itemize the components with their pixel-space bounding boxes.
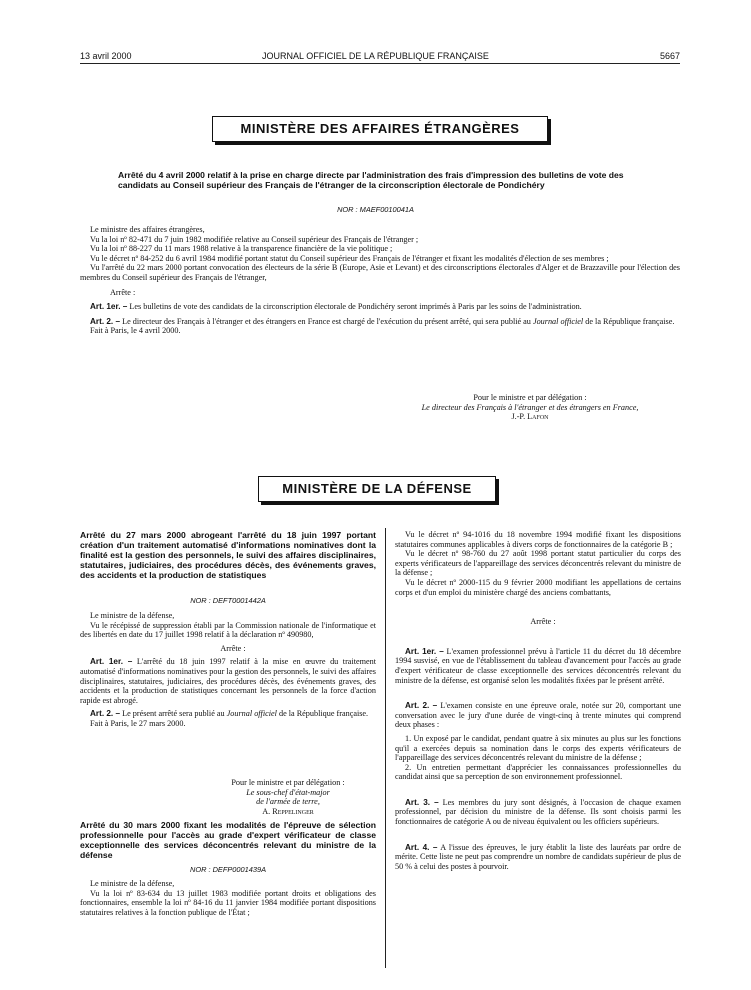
decree-title-abrogation: Arrêté du 27 mars 2000 abrogeant l'arrêté du 18 juin 1997 portant création d'un traitement automatisé d'informations nominatives dont la finalité est la gestion des personnels, le suivi des affaires disciplinaires, statutaires, judiciaires, des procédures décès, des événements graves, des accidents et la production de statistiques bbox=[80, 530, 376, 580]
arrete-label: Arrête : bbox=[110, 287, 136, 297]
paragraph: Vu le décret nº 2000-115 du 9 février 2000 modifiant les appellations de certains corps et d'un emploi du ministère chargé des anciens combattants, bbox=[395, 577, 681, 597]
article-2: Art. 2. – Le présent arrêté sera publié au Journal officiel de la République française. bbox=[90, 709, 369, 719]
header-journal-title: JOURNAL OFFICIEL DE LA RÉPUBLIQUE FRANÇAISE bbox=[262, 51, 489, 61]
paragraph: Vu la loi nº 88-227 du 11 mars 1988 relative à la transparence financière de la vie politique ; bbox=[90, 244, 393, 254]
header-page-number: 5667 bbox=[659, 51, 680, 61]
header-date: 13 avril 2000 bbox=[80, 51, 132, 61]
arrete-label: Arrête : bbox=[220, 643, 246, 653]
paragraph: Vu l'arrêté du 22 mars 2000 portant convocation des électeurs de la série B (Europe, Asie et Levant) et des circonscriptions électorales d'Alger et de Brazzaville pour l'élection des membres du Conseil supérieur des Français de l'étranger, bbox=[80, 263, 680, 282]
article-2-item-2: 2. Un entretien permettant d'apprécier les connaissances professionnelles du candidat ainsi que sa perception de son environnement professionnel. bbox=[395, 762, 681, 782]
paragraph: Le ministre de la défense, bbox=[90, 611, 175, 620]
decree-body-abrogation bbox=[80, 611, 376, 729]
done-at: Fait à Paris, le 4 avril 2000. bbox=[90, 326, 181, 336]
paragraph: Vu le récépissé de suppression établi par la Commission nationale de l'informatique et des libertés en date du 17 juillet 1998 relatif à la déclaration nº 490980, bbox=[80, 620, 376, 640]
signature-block-pondichery: Pour le ministre et par délégation : Le directeur des Français à l'étranger et des étrangers en France, J.-P. Lafon bbox=[421, 393, 639, 422]
decree-title-pondichery: Arrêté du 4 avril 2000 relatif à la prise en charge directe par l'administration des frais d'impression des bulletins de vote des candidats au Conseil supérieur des Français de l'étranger de la circonscription électorale de Pondichéry bbox=[118, 170, 624, 190]
article-1: Art. 1er. – L'examen professionnel prévu à l'article 11 du décret du 18 décembre 1994 susvisé, en vue de l'établissement du tableau d'avancement pour l'accès au grade d'expert vérificateur de classe exceptionnelle des services déconcentrés relevant du ministre de la défense, est organisé selon les modalités fixées par le présent arrêté. bbox=[395, 646, 681, 685]
paragraph: Le ministre de la défense, bbox=[90, 879, 175, 888]
paragraph: Vu la loi nº 82-471 du 7 juin 1982 modifiée relative au Conseil supérieur des Français de l'étranger ; bbox=[90, 234, 419, 244]
paragraph: Vu le décret nº 84-252 du 6 avril 1984 modifié portant statut du Conseil supérieur des Français de l'étranger et fixant les modalités d'élection de ses membres ; bbox=[90, 253, 609, 263]
decree-nor-pondichery: NOR : MAEF0010041A bbox=[337, 205, 414, 214]
decree-body-pondichery bbox=[80, 225, 680, 336]
article-2: Art. 2. – L'examen consiste en une épreuve orale, notée sur 20, comportant une conversation avec le jury d'une durée de vingt-cinq à trente minutes qui comprend deux phases : bbox=[395, 701, 681, 730]
done-at: Fait à Paris, le 27 mars 2000. bbox=[90, 718, 186, 728]
article-3: Art. 3. – Les membres du jury sont désignés, à l'occasion de chaque examen professionnel, par décision du ministre de la défense. Ils sont choisis parmi les fonctionnaires de catégorie A ou de niveau équivalent ou les officiers supérieurs. bbox=[395, 797, 681, 827]
decree-body-selection-left bbox=[80, 879, 376, 917]
signature-block-abrogation: Pour le ministre et par délégation : Le sous-chef d'état-major de l'armée de terre, A. Reppelinger bbox=[231, 778, 345, 816]
decree-title-selection: Arrêté du 30 mars 2000 fixant les modalités de l'épreuve de sélection professionnelle pour l'accès au grade d'expert vérificateur de classe exceptionnelle des services déconcentrés relevant du ministre de la défense bbox=[80, 820, 376, 860]
paragraph: Vu la loi nº 83-634 du 13 juillet 1983 modifiée portant droits et obligations des fonctionnaires, ensemble la loi nº 84-16 du 11 janvier 1984 modifiée portant dispositions statutaires relatives à la fonction publique de l'État ; bbox=[80, 888, 376, 917]
article-1: Art. 1er. – Les bulletins de vote des candidats de la circonscription électorale de Pondichéry seront imprimés à Paris par les soins de l'administration. bbox=[90, 302, 582, 312]
column-divider bbox=[385, 528, 386, 968]
decree-nor-abrogation: NOR : DEFT0001442A bbox=[190, 596, 266, 605]
paragraph: Le ministre des affaires étrangères, bbox=[90, 225, 205, 234]
paragraph: Vu le décret nº 98-760 du 27 août 1998 portant statut particulier du corps des experts vérificateurs de l'appareillage des services déconcentrés relevant du ministre de la défense ; bbox=[395, 549, 681, 578]
decree-nor-selection: NOR : DEFP0001439A bbox=[190, 865, 266, 874]
ministry-box-foreign-affairs: MINISTÈRE DES AFFAIRES ÉTRANGÈRES bbox=[212, 116, 548, 142]
article-1: Art. 1er. – L'arrêté du 18 juin 1997 relatif à la mise en œuvre du traitement automatisé d'informations nominatives pour la gestion des personnels, le suivi des affaires disciplinaires, statutaires, judiciaires, des procédures décès, des événements graves, des accidents et la production de statistiques concernant les personnels de la force d'action rapide est abrogé. bbox=[80, 657, 376, 705]
ministry-box-defense: MINISTÈRE DE LA DÉFENSE bbox=[258, 476, 496, 502]
paragraph: Vu le décret nº 94-1016 du 18 novembre 1994 modifié fixant les dispositions statutaires communes applicables à divers corps de fonctionnaires de la catégorie B ; bbox=[395, 530, 681, 549]
article-2-item-1: 1. Un exposé par le candidat, pendant quatre à six minutes au plus sur les fonctions qu'il a exercées depuis sa nomination dans le corps des experts vérificateurs de l'appareillage des services déconcentrés relevant du ministre de la défense ; bbox=[395, 733, 681, 763]
decree-body-selection-right bbox=[395, 530, 681, 871]
arrete-label: Arrête : bbox=[530, 617, 556, 627]
article-4: Art. 4. – A l'issue des épreuves, le jury établit la liste des lauréats par ordre de mérite. Cette liste ne peut pas comprendre un nombre de candidats supérieur de plus de 50 % à celui des postes à pourvoir. bbox=[395, 842, 681, 871]
header-rule bbox=[80, 63, 680, 64]
article-2: Art. 2. – Le directeur des Français à l'étranger et des étrangers en France est chargé de l'exécution du présent arrêté, qui sera publié au Journal officiel de la République française. bbox=[90, 316, 675, 326]
